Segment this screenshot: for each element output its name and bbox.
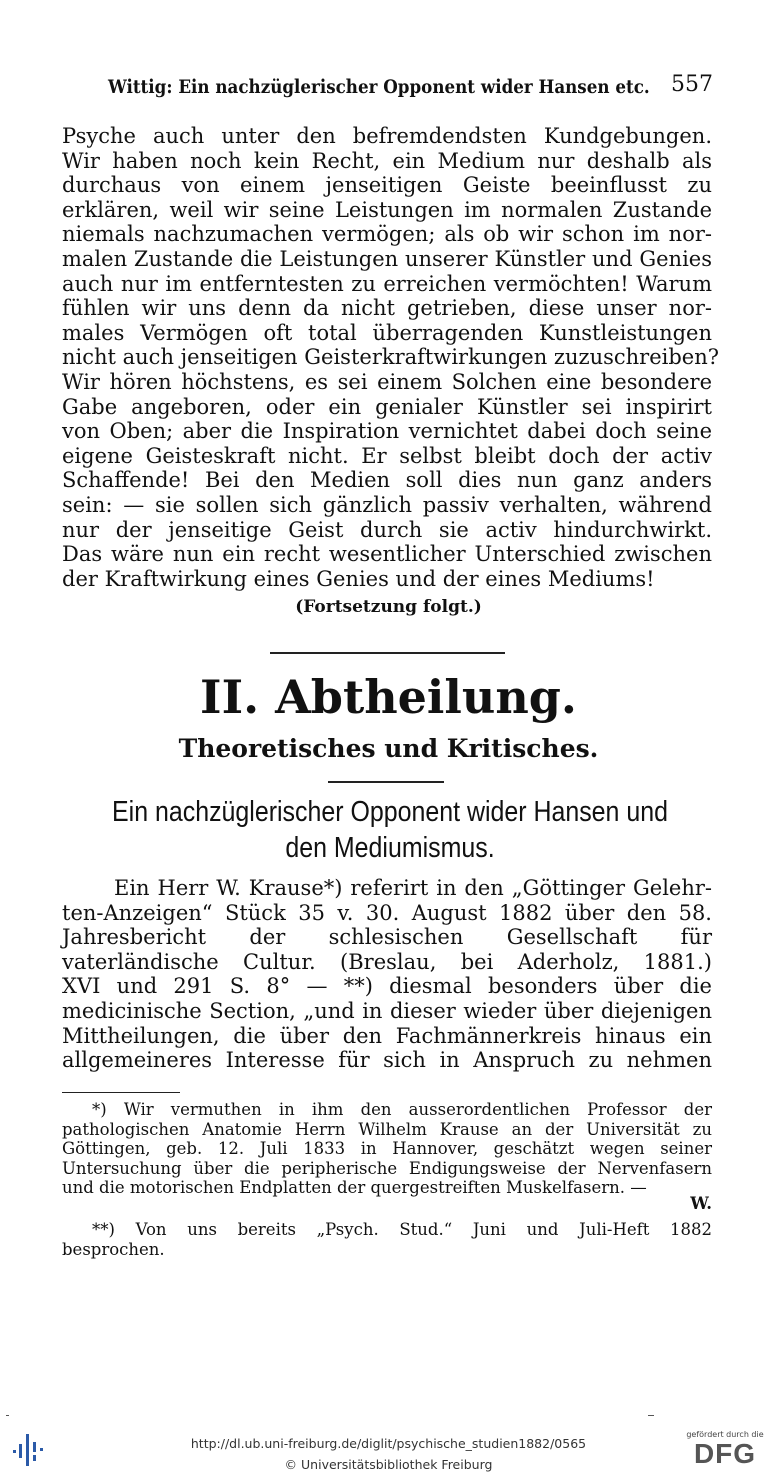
article-title-line: den Mediumismus. bbox=[285, 832, 495, 864]
funder-logo bbox=[685, 1430, 765, 1472]
text-line: von Oben; aber die Inspiration vernichtet dabei doch seine bbox=[62, 419, 712, 444]
text-line: Ein Herr W. Krause*) referirt in den „Göttinger Gelehr- bbox=[114, 876, 712, 900]
viewer-footer bbox=[0, 1420, 777, 1477]
text-line: males Vermögen oft total überragenden Kunstleistungen bbox=[62, 320, 712, 345]
scan-mark bbox=[648, 1415, 654, 1416]
section-divider bbox=[270, 652, 505, 654]
footnote-line: **) Von uns bereits „Psych. Stud.“ Juni und Juli-Heft 1882 bbox=[92, 1219, 712, 1239]
copyright-text: © Universitätsbibliothek Freiburg bbox=[284, 1457, 493, 1472]
text-line: durchaus von einem jenseitigen Geiste beeinflusst zu bbox=[62, 173, 712, 198]
text-line: malen Zustande die Leistungen unserer Künstler und Genies bbox=[62, 246, 712, 271]
scan-mark bbox=[6, 1415, 9, 1416]
running-header bbox=[108, 72, 713, 98]
footnote-line: *) Wir vermuthen in ihm den ausserordentlichen Professor der bbox=[92, 1100, 712, 1119]
footnote-signature: W. bbox=[690, 1193, 712, 1213]
continuation-note: (Fortsetzung folgt.) bbox=[295, 597, 482, 617]
footnote-1 bbox=[62, 1100, 712, 1213]
footnote-rule bbox=[62, 1092, 180, 1093]
text-line: Das wäre nun ein recht wesentlicher Unterschied zwischen bbox=[62, 542, 712, 567]
text-line: erklären, weil wir seine Leistungen im normalen Zustande bbox=[62, 197, 712, 222]
text-line: Gabe angeboren, oder ein genialer Künstler sei inspirirt bbox=[62, 394, 712, 419]
text-line: Psyche auch unter den befremdendsten Kundgebungen. bbox=[62, 124, 712, 148]
footnote-line: und die motorischen Endplatten der quergestreiften Muskelfasern. — bbox=[62, 1178, 647, 1198]
text-line: ten-Anzeigen“ Stück 35 v. 30. August 1882 über den 58. bbox=[62, 900, 712, 925]
source-url-link[interactable]: http://dl.ub.uni-freiburg.de/diglit/psychische_studien1882/0565 bbox=[190, 1436, 587, 1451]
funder-note: gefördert durch die bbox=[686, 1430, 764, 1439]
text-line: Wir haben noch kein Recht, ein Medium nur deshalb als bbox=[62, 148, 712, 173]
running-title: Wittig: Ein nachzüglerischer Opponent wider Hansen etc. bbox=[108, 76, 650, 98]
text-line: nur der jenseitige Geist durch sie activ hindurchwirkt. bbox=[62, 517, 712, 542]
footnote-line: Untersuchung über die peripherische Endigungsweise der Nervenfasern bbox=[62, 1158, 712, 1178]
text-line: medicinische Section, „und in dieser wieder über diejenigen bbox=[62, 998, 712, 1023]
footnote-line: pathologischen Anatomie Herrn Wilhelm Krause an der Universität zu bbox=[62, 1119, 712, 1139]
text-line: allgemeineres Interesse für sich in Anspruch zu nehmen bbox=[62, 1048, 712, 1073]
article-title bbox=[106, 794, 674, 866]
text-line: Mittheilungen, die über den Fachmännerkreis hinaus ein bbox=[62, 1023, 712, 1048]
dfg-logo-icon: DFG bbox=[693, 1438, 757, 1469]
text-line: sein: — sie sollen sich gänzlich passiv verhalten, während bbox=[62, 492, 712, 517]
text-line: der Kraftwirkung eines Genies und der eines Mediums! bbox=[62, 566, 655, 591]
page-number: 557 bbox=[671, 72, 713, 97]
text-line: Schaffende! Bei den Medien soll dies nun ganz anders bbox=[62, 468, 712, 493]
footnotes bbox=[62, 1100, 712, 1259]
text-line: Wir hören höchstens, es sei einem Solchen eine besondere bbox=[62, 369, 712, 394]
section-title: II. Abtheilung. bbox=[200, 670, 577, 724]
article-paragraph bbox=[62, 876, 712, 1073]
continued-paragraph bbox=[62, 124, 720, 591]
text-line: fühlen wir uns denn da nicht getrieben, diese unser nor- bbox=[62, 296, 712, 321]
text-line: niemals nachzumachen vermögen; als ob wir schon im nor- bbox=[62, 222, 712, 247]
footnote-line: besprochen. bbox=[62, 1239, 165, 1259]
text-line: vaterländische Cultur. (Breslau, bei Aderholz, 1881.) bbox=[62, 949, 712, 974]
text-line: Jahresbericht der schlesischen Gesellschaft für bbox=[62, 925, 712, 950]
footnote-line: Göttingen, geb. 12. Juli 1833 in Hannover, geschätzt wegen seiner bbox=[62, 1139, 712, 1159]
text-line: nicht auch jenseitigen Geisterkraftwirkungen zuzuschreiben? bbox=[62, 345, 720, 370]
text-line: eigene Geisteskraft nicht. Er selbst bleibt doch der activ bbox=[62, 443, 712, 468]
text-line: XVI und 291 S. 8° — **) diesmal besonders über die bbox=[62, 974, 712, 999]
text-line: auch nur im entferntesten zu erreichen vermöchten! Warum bbox=[62, 271, 712, 296]
article-title-line: Ein nachzüglerischer Opponent wider Hansen und bbox=[112, 796, 668, 828]
section-subtitle: Theoretisches und Kritisches. bbox=[178, 734, 599, 763]
footnote-2 bbox=[62, 1220, 712, 1259]
title-divider bbox=[328, 781, 444, 783]
